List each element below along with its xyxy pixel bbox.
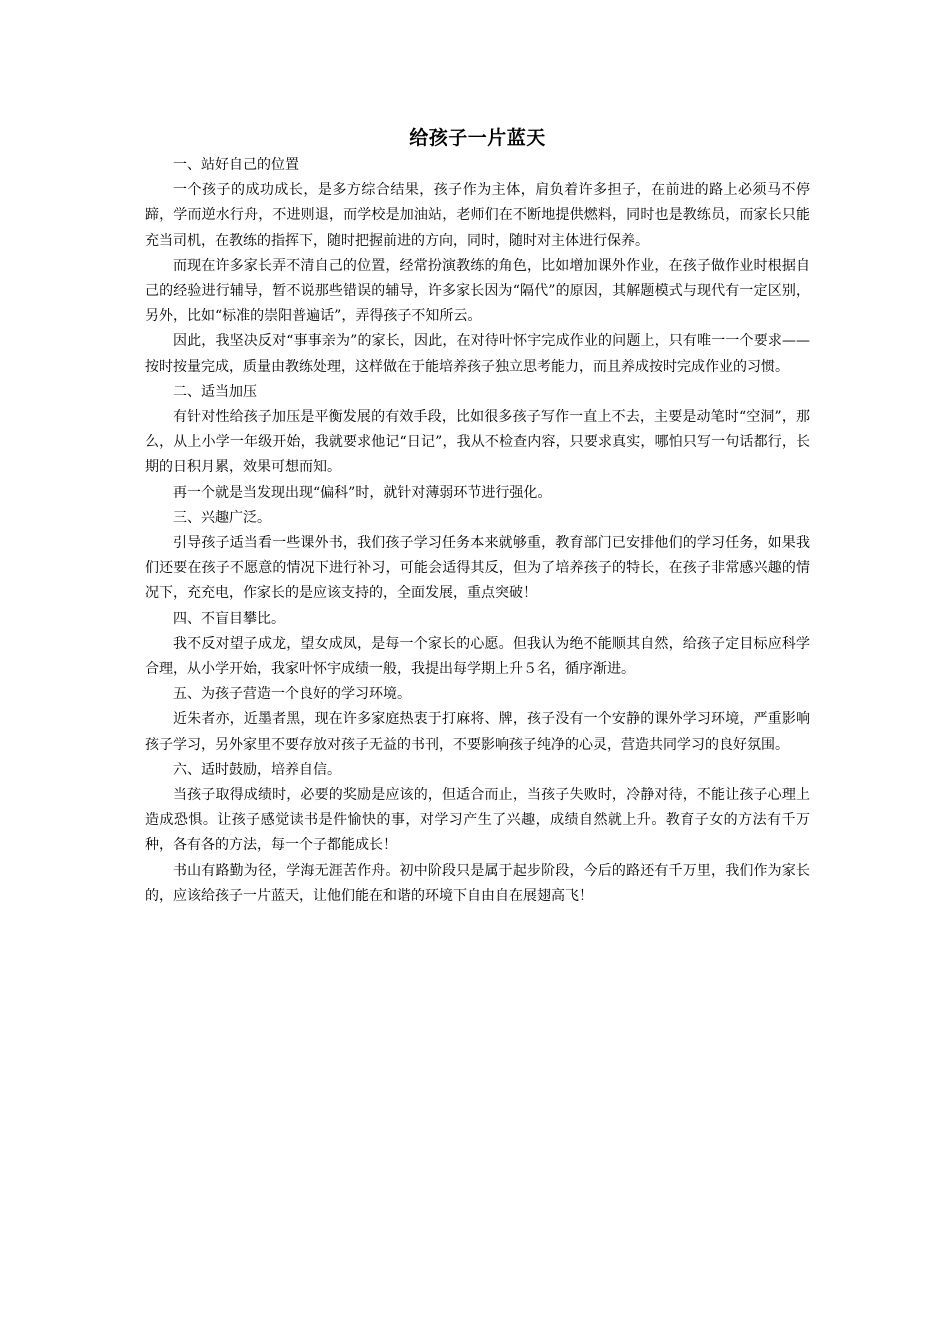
body-paragraph: 有针对性给孩子加压是平衡发展的有效手段，比如很多孩子写作一直上不去，主要是动笔时“空洞”，那么，从上小学一年级开始，我就要求他记“日记”，我从不检查内容，只要求真实，哪怕只写一句话都行，长期的日积月累，效果可想而知。	[145, 409, 810, 476]
document-body	[145, 123, 810, 909]
section-heading-interests: 三、兴趣广泛。	[173, 509, 271, 526]
body-paragraph: 近朱者亦，近墨者黑，现在许多家庭热衷于打麻将、牌，孩子没有一个安静的课外学习环境，严重影响孩子学习，另外家里不要存放对孩子无益的书刊，不要影响孩子纯净的心灵，营造共同学习的良好氛围。	[145, 711, 810, 753]
body-paragraph: 我不反对望子成龙，望女成凤，是每一个家长的心愿。但我认为绝不能顺其自然，给孩子定目标应科学合理，从小学开始，我家叶怀宇成绩一般，我提出每学期上升５名，循序渐进。	[145, 635, 810, 678]
section-heading-comparison: 四、不盲目攀比。	[173, 610, 285, 627]
body-paragraph: 当孩子取得成绩时，必要的奖励是应该的，但适合而止，当孩子失败时，冷静对待，不能让孩子心理上造成恐惧。让孩子感觉读书是件愉快的事，对学习产生了兴趣，成绩自然就上升。教育子女的方法有千万种，各有各的方法，每一个子都能成长！	[145, 787, 810, 854]
section-heading-encouragement: 六、适时鼓励，培养自信。	[173, 761, 341, 778]
body-paragraph: 再一个就是当发现出现“偏科”时，就针对薄弱环节进行强化。	[173, 484, 552, 501]
section-heading-pressure: 二、适当加压	[173, 383, 257, 400]
closing-paragraph: 书山有路勤为径，学海无涯苦作舟。初中阶段只是属于起步阶段，今后的路还有千万里，我们作为家长的，应该给孩子一片蓝天，让他们能在和谐的环境下自由自在展翅高飞！	[145, 862, 810, 904]
section-heading-environment: 五、为孩子营造一个良好的学习环境。	[173, 686, 411, 703]
body-paragraph: 一个孩子的成功成长，是多方综合结果，孩子作为主体，肩负着许多担子，在前进的路上必须马不停蹄，学而逆水行舟，不进则退，而学校是加油站，老师们在不断地提供燃料，同时也是教练员，而家长只能充当司机，在教练的指挥下，随时把握前进的方向，同时，随时对主体进行保养。	[145, 182, 810, 249]
body-paragraph: 引导孩子适当看一些课外书，我们孩子学习任务本来就够重，教育部门已安排他们的学习任务，如果我们还要在孩子不愿意的情况下进行补习，可能会适得其反，但为了培养孩子的特长，在孩子非常感兴趣的情况下，充充电，作家长的是应该支持的，全面发展，重点突破！	[145, 535, 810, 602]
document-title: 给孩子一片蓝天	[409, 127, 546, 149]
section-heading-position: 一、站好自己的位置	[173, 157, 299, 173]
body-paragraph: 因此，我坚决反对“事事亲为”的家长，因此，在对待叶怀宇完成作业的问题上，只有唯一一个要求——按时按量完成，质量由教练处理，这样做在于能培养孩子独立思考能力，而且养成按时完成作业的习惯。	[145, 333, 810, 375]
body-paragraph: 而现在许多家长弄不清自己的位置，经常扮演教练的角色，比如增加课外作业，在孩子做作业时根据自己的经验进行辅导，暂不说那些错误的辅导，许多家长因为“隔代”的原因，其解题模式与现代有一定区别，另外，比如“标准的崇阳普遍话”，弄得孩子不知所云。	[145, 257, 810, 325]
